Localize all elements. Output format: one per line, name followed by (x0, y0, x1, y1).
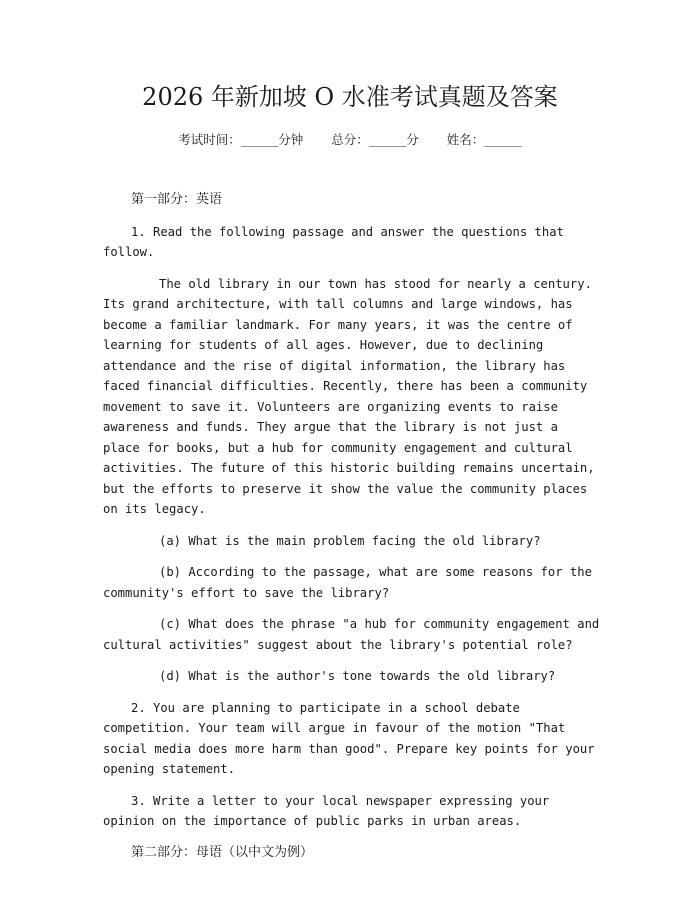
question-1b: (b) According to the passage, what are some reasons for the community's effort to save the library? (103, 565, 592, 600)
question-1: 1. Read the following passage and answer the questions that follow. (103, 224, 564, 259)
question-1a: (a) What is the main problem facing the old library? (159, 533, 541, 548)
section-heading-english: 第一部分：英语 (131, 192, 223, 207)
exam-time-field: 考试时间：______分钟 (178, 132, 304, 147)
question-2: 2. You are planning to participate in a school debate competition. Your team will argue in favour of the motion "That social media does more harm than good". Prepare key points for your opening statement. (103, 700, 595, 776)
section-heading-mother-tongue: 第二部分：母语（以中文为例） (131, 844, 314, 860)
exam-meta (0, 130, 700, 150)
total-score-field: 总分：______分 (331, 132, 419, 147)
page-title: 2026 年新加坡 O 水准考试真题及答案 (142, 83, 558, 111)
reading-passage: The old library in our town has stood for nearly a century. Its grand architecture, with tall columns and large windows, has become a familiar landmark. For many years, it was the centre of learning for students of all ages. However, due to declining attendance and the rise of digital information, the library has faced financial difficulties. Recently, there has been a community movement to save it. Volunteers are organizing events to raise awareness and funds. They argue that the library is not just a place for books, but a hub for community engagement and cultural activities. The future of this historic building remains uncertain, but the efforts to preserve it show the value the community places on its legacy. (103, 276, 595, 516)
exam-content (103, 190, 600, 874)
question-1c: (c) What does the phrase "a hub for community engagement and cultural activities" suggest about the library's potential role? (103, 617, 600, 652)
question-3: 3. Write a letter to your local newspaper expressing your opinion on the importance of public parks in urban areas. (103, 793, 550, 828)
name-field: 姓名：______ (446, 132, 522, 147)
question-1d: (d) What is the author's tone towards the old library? (159, 669, 556, 683)
